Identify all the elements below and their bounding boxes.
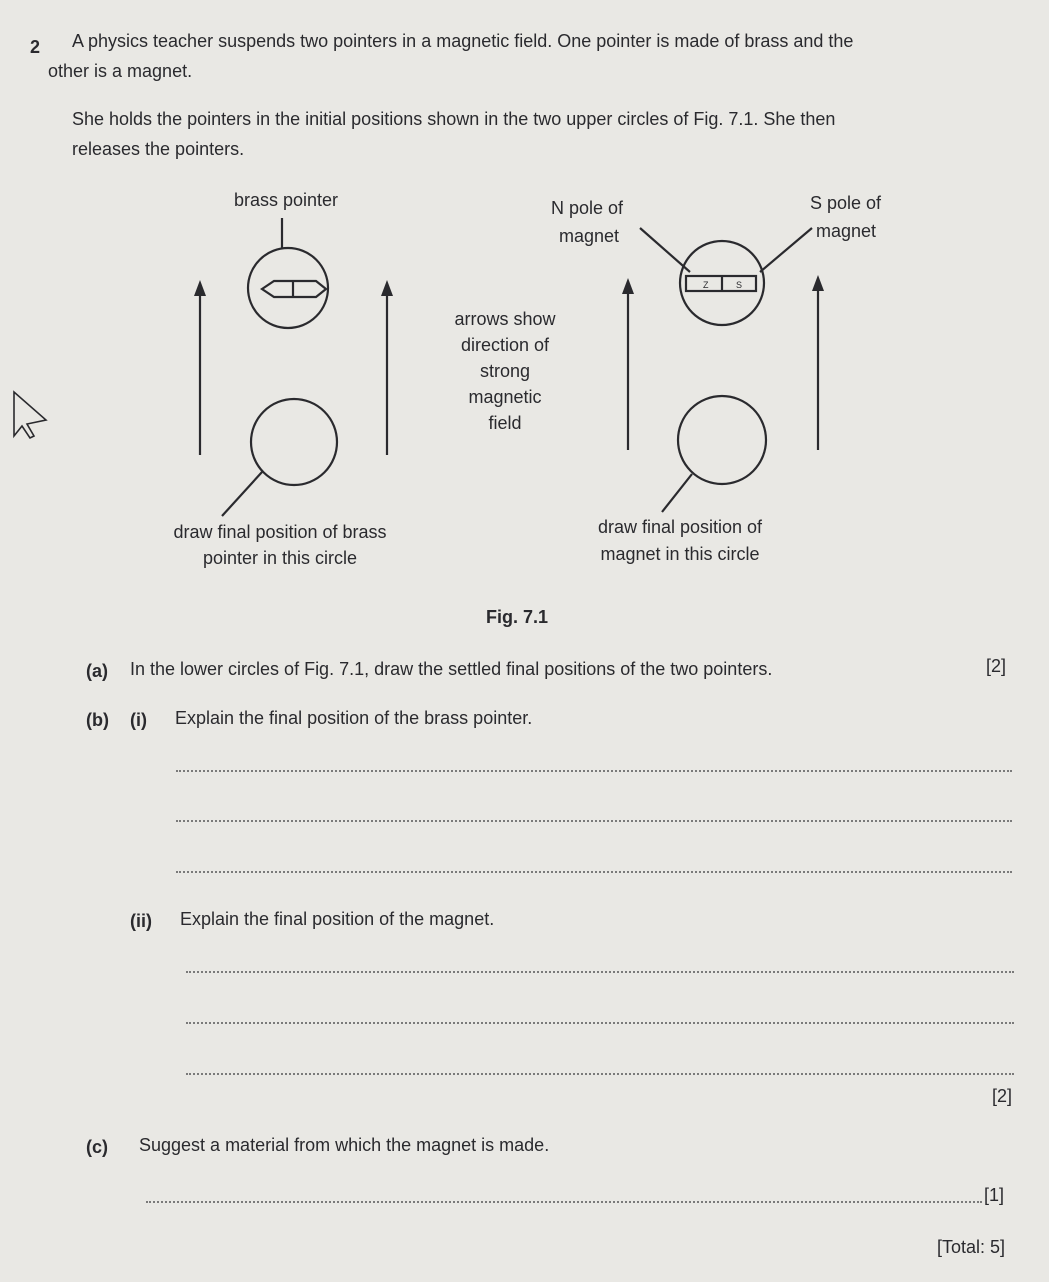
answer-line-bii-2[interactable] bbox=[186, 1022, 1014, 1024]
draw-magnet-line2: magnet in this circle bbox=[600, 544, 760, 564]
para2-line-2: releases the pointers. bbox=[72, 139, 245, 159]
part-a-label: (a) bbox=[86, 661, 108, 681]
label-spole-line2: magnet bbox=[816, 221, 877, 241]
part-bi-text: Explain the final position of the brass pointer. bbox=[175, 708, 533, 728]
answer-line-bi-2[interactable] bbox=[176, 820, 1012, 822]
figure-caption: Fig. 7.1 bbox=[486, 607, 549, 627]
answer-line-bi-3[interactable] bbox=[176, 871, 1012, 873]
part-b-marks: [2] bbox=[992, 1086, 1013, 1106]
answer-line-bii-1[interactable] bbox=[186, 971, 1014, 973]
label-spole-line1: S pole of bbox=[810, 193, 882, 213]
draw-brass-line1: draw final position of brass bbox=[173, 522, 387, 542]
part-b-label: (b) bbox=[86, 710, 109, 730]
arrows-label-3: strong bbox=[479, 361, 531, 381]
brass-upper-circle bbox=[248, 248, 328, 328]
spole-leader-line bbox=[760, 228, 812, 272]
part-bi-label: (i) bbox=[130, 710, 147, 730]
part-a-marks: [2] bbox=[986, 656, 1007, 676]
total-marks: [Total: 5] bbox=[937, 1237, 1006, 1257]
draw-magnet-line1: draw final position of bbox=[597, 517, 763, 537]
intro-line-1: A physics teacher suspends two pointers in a magnetic field. One pointer is made of brass and the bbox=[72, 31, 854, 51]
part-bii-label: (ii) bbox=[130, 911, 152, 931]
arrows-label-4: magnetic bbox=[468, 387, 542, 407]
brass-lower-circle[interactable] bbox=[251, 399, 337, 485]
npole-leader-line bbox=[640, 228, 690, 272]
part-c-text: Suggest a material from which the magnet is made. bbox=[139, 1135, 550, 1155]
intro-line-2: other is a magnet. bbox=[48, 61, 193, 81]
part-c-label: (c) bbox=[86, 1137, 108, 1157]
part-bii-text: Explain the final position of the magnet. bbox=[180, 909, 495, 929]
draw-brass-line2: pointer in this circle bbox=[202, 548, 358, 568]
field-arrowhead bbox=[194, 280, 206, 296]
para2-line-1: She holds the pointers in the initial positions shown in the two upper circles of Fig. 7.1. She then bbox=[72, 109, 836, 129]
field-arrowhead bbox=[381, 280, 393, 296]
question-number: 2 bbox=[30, 37, 41, 57]
arrows-label-1: arrows show bbox=[454, 309, 556, 329]
field-arrowhead bbox=[622, 278, 634, 294]
magnet-mark-right: S bbox=[736, 280, 743, 290]
arrows-label-5: field bbox=[488, 413, 522, 433]
arrows-label-2: direction of bbox=[460, 335, 550, 355]
label-npole-line1: N pole of bbox=[551, 198, 624, 218]
answer-line-bii-3[interactable] bbox=[186, 1073, 1014, 1075]
magnet-leader-line bbox=[662, 474, 692, 512]
answer-line-bi-1[interactable] bbox=[176, 770, 1012, 772]
magnet-lower-circle[interactable] bbox=[678, 396, 766, 484]
brass-leader-line bbox=[222, 472, 262, 516]
part-a-text: In the lower circles of Fig. 7.1, draw the settled final positions of the two pointers. bbox=[130, 659, 773, 679]
answer-line-c[interactable] bbox=[146, 1201, 982, 1203]
cursor-icon bbox=[14, 392, 46, 438]
part-c-marks: [1] bbox=[984, 1185, 1005, 1205]
field-arrowhead bbox=[812, 275, 824, 291]
label-npole-line2: magnet bbox=[559, 226, 620, 246]
label-brass-pointer: brass pointer bbox=[234, 190, 339, 210]
magnet-mark-left: Z bbox=[703, 280, 709, 290]
